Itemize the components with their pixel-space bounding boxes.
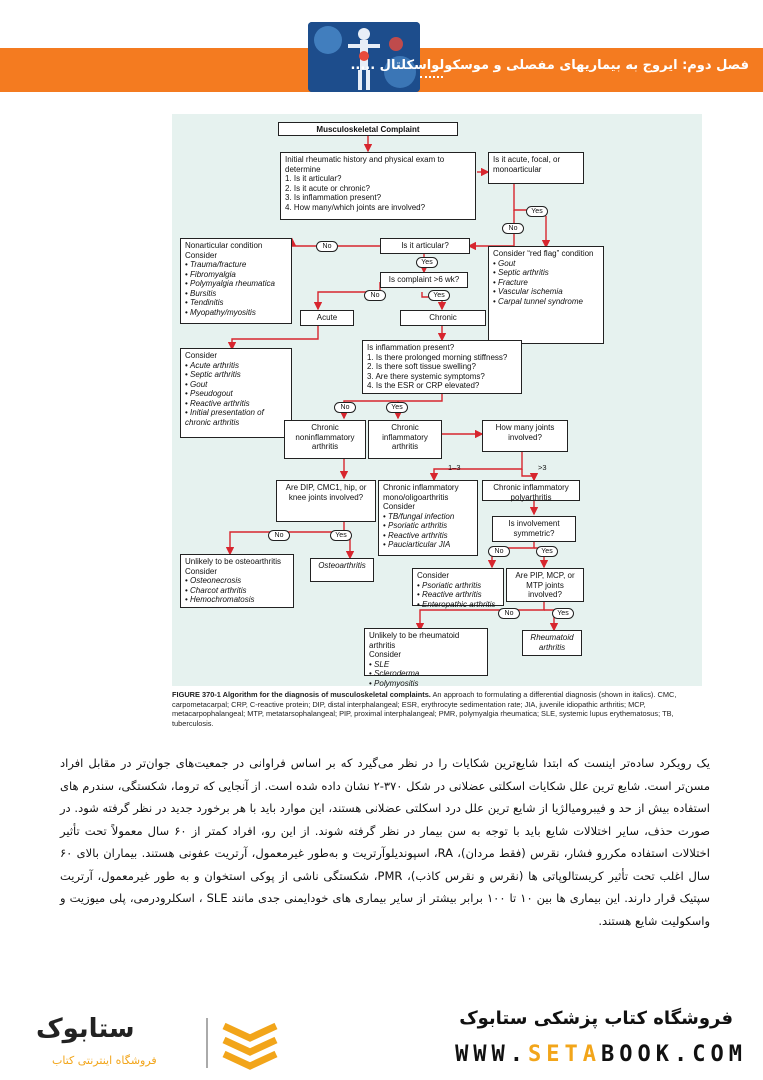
red-flag-box <box>488 246 604 344</box>
header-dotted-rule <box>420 76 443 78</box>
diagnosis-item: • Charcot arthritis <box>185 586 289 596</box>
setabook-logo <box>36 1014 286 1076</box>
caption-title: FIGURE 370-1 Algorithm for the diagnosis of musculoskeletal complaints. <box>172 690 431 699</box>
rheumatoid-box <box>522 630 582 656</box>
page-header <box>0 0 763 92</box>
complaint-6wk-box: Is complaint >6 wk? <box>380 272 468 288</box>
diagnosis-item: • Vascular ischemia <box>493 287 599 297</box>
unlikely-oa-consider: Consider <box>185 566 218 576</box>
mono-oligo-box <box>378 480 478 556</box>
diagnosis-item: • Tendinitis <box>185 298 287 308</box>
range-high-label: >3 <box>538 463 547 472</box>
acute-consider-box <box>180 348 292 438</box>
logo-subtitle: فروشگاه اینترنتی کتاب <box>52 1054 157 1067</box>
body-paragraph: یک رویکرد ساده‌تر اینست که ابتدا شایع‌ترین شکایات را در نظر می‌گیرد که بر اساس فراوانی در جمعیت‌های جوان‌تر در مقابل افراد مسن‌تر است. شایع ترین علل شکایات اسکلتی عضلانی در شکل ۳۷۰-۲ نشان داده شده است. از آنجایی که تروما، شکستگی، سندرم های استفاده بیش از حد و فیبرومیالژیا از شایع ترین علل درد اسکلتی عضلانی هستند، این موارد باید با هر برخورد جدید در نظر گرفته شود. در صورت حذف، سایر اختلالات شایع باید با توجه به سن بیمار در نظر گرفته شوند. از این رو، افراد کمتر از ۶۰ سال معمولاً تحت تأثیر اختلالات استفاده مکررو فشار، نقرس (فقط مردان)، RA، اسپوندیلوآرتریت و به‌طور غیرمعمول، آرتریت عفونی هستند. بیماران بالای ۶۰ سال اغلب تحت تأثیر کریستالوپاتی ها (نقرس و نقرس کاذب)، PMR، شکستگی ناشی از پوکی استخوان و به طور غیرمعمول، آرتریت سپتیک قرار دارند. این بیماری ها بین ۱۰ تا ۱۰۰ برابر بیشتر از سایر بیماری های خودایمنی جدی مانند SLE ، اسکلرودرمی، پلی میوزیت و واسکولیت شایع هستند. <box>60 756 711 928</box>
yes-pill: Yes <box>552 608 574 619</box>
diagnosis-item: • Acute arthritis <box>185 361 287 371</box>
no-pill: No <box>502 223 524 234</box>
diagnosis-item: • Bursitis <box>185 289 287 299</box>
unlikely-oa-title: Unlikely to be osteoarthritis <box>185 557 282 566</box>
url-part: WWW. <box>455 1042 529 1067</box>
diagnosis-item: • Psoriatic arthritis <box>417 581 499 591</box>
diagnosis-item: • SLE <box>369 660 483 670</box>
dip-question-box: Are DIP, CMC1, hip, or knee joints involved? <box>276 480 376 522</box>
diagnosis-item: • Reactive arthritis <box>383 531 473 541</box>
initial-history-box <box>280 152 476 220</box>
diagnosis-item: • TB/fungal infection <box>383 512 473 522</box>
chronic-inflammatory-box: Chronic inflammatory arthritis <box>368 420 442 459</box>
no-pill: No <box>316 241 338 252</box>
diagnosis-item: • Initial presentation of chronic arthritis <box>185 408 287 427</box>
diagnosis-item: • Pseudogout <box>185 389 287 399</box>
inflammation-title: Is inflammation present? <box>367 343 455 352</box>
inflammation-box <box>362 340 522 394</box>
pip-question-box: Are PIP, MCP, or MTP joints involved? <box>506 568 584 602</box>
diagnosis-item: • Carpal tunnel syndrome <box>493 297 599 307</box>
inflammation-item: 1. Is there prolonged morning stiffness? <box>367 352 508 362</box>
osteoarthritis-label: Osteoarthritis <box>318 561 366 570</box>
red-flag-title: Consider “red flag” condition <box>493 249 594 258</box>
yes-pill: Yes <box>526 206 548 217</box>
diagnosis-item: • Osteonecrosis <box>185 576 289 586</box>
yes-pill: Yes <box>416 257 438 268</box>
acute-consider-label: Consider <box>185 351 218 360</box>
unlikely-ra-title: Unlikely to be rheumatoid arthritis <box>369 631 460 650</box>
diagnosis-item: • Scleroderma <box>369 669 483 679</box>
yes-pill: Yes <box>428 290 450 301</box>
range-low-label: 1–3 <box>448 463 461 472</box>
flowchart-figure <box>172 114 702 686</box>
osteoarthritis-box <box>310 558 374 582</box>
initial-item: 4. How many/which joints are involved? <box>285 202 426 212</box>
diagnosis-item: • Gout <box>185 380 287 390</box>
chronic-noninflammatory-box: Chronic noninflammatory arthritis <box>284 420 366 459</box>
logo-divider <box>206 1018 208 1068</box>
how-many-joints-box: How many joints involved? <box>482 420 568 452</box>
inflammation-item: 2. Is there soft tissue swelling? <box>367 362 476 371</box>
yes-pill: Yes <box>330 530 352 541</box>
unlikely-oa-box <box>180 554 294 608</box>
chronic-box: Chronic <box>400 310 486 326</box>
yes-pill: Yes <box>386 402 408 413</box>
no-pill: No <box>268 530 290 541</box>
symmetric-box: Is involvement symmetric? <box>492 516 576 542</box>
page-footer <box>0 994 763 1080</box>
diagnosis-item: • Septic arthritis <box>185 370 287 380</box>
acute-box: Acute <box>300 310 354 326</box>
psoriatic-consider-box <box>412 568 504 609</box>
nonarticular-box <box>180 238 292 324</box>
figure-caption <box>172 690 704 728</box>
caption-text: An approach to formulating a differential diagnosis (shown in italics). CMC, carpometacarpal; CRP, C-reactive protein; DIP, distal interphalangeal; ESR, erythrocyte sedimentation rate; JIA, juvenile idiopathic arthritis; MCP, metacarpophalangeal; MTP, metatarsophalangeal; PIP, proximal interphalangeal; PMR, polymyalgia rheumatica; SLE, systemic lupus erythematosus; TB, tuberculosis. <box>172 690 677 728</box>
diagnosis-item: • Reactive arthritis <box>185 399 287 409</box>
no-pill: No <box>498 608 520 619</box>
mono-consider: Consider <box>383 502 416 511</box>
musculoskeletal-complaint-box: Musculoskeletal Complaint <box>278 122 458 136</box>
diagnosis-item: • Hemochromatosis <box>185 595 289 605</box>
is-articular-box: Is it articular? <box>380 238 470 254</box>
diagnosis-item: • Enteropathic arthritis <box>417 600 499 610</box>
initial-history-title: Initial rheumatic history and physical exam to determine <box>285 155 445 174</box>
nonarticular-title: Nonarticular condition <box>185 241 263 250</box>
acute-focal-box: Is it acute, focal, or monoarticular <box>488 152 584 184</box>
chapter-title: فصل دوم: ایروج به بیماریهای مفصلی و موسکولواسکلتال ..... <box>350 58 749 73</box>
url-part: .COM <box>674 1042 747 1067</box>
mono-title: Chronic inflammatory mono/oligoarthritis <box>383 483 459 502</box>
store-name: فروشگاه کتاب پزشکی ستابوک <box>459 1008 733 1029</box>
rheumatoid-label: Rheumatoid arthritis <box>530 633 574 652</box>
logo-wordmark: ستابوک <box>36 1014 135 1044</box>
diagnosis-item: • Fracture <box>493 278 599 288</box>
no-pill: No <box>364 290 386 301</box>
diagnosis-item: • Psoriatic arthritis <box>383 521 473 531</box>
diagnosis-item: • Myopathy/myositis <box>185 308 287 318</box>
inflammation-item: 4. Is the ESR or CRP elevated? <box>367 381 480 390</box>
diagnosis-item: • Pauciarticular JIA <box>383 540 473 550</box>
store-url[interactable] <box>455 1042 747 1067</box>
url-part: BOOK <box>601 1042 675 1067</box>
polyarthritis-box: Chronic inflammatory polyarthritis <box>482 480 580 501</box>
book-stack-icon <box>220 1016 280 1072</box>
initial-item: 3. Is inflammation present? <box>285 193 382 202</box>
psa-consider: Consider <box>417 571 450 580</box>
url-part-accent: SETA <box>528 1042 602 1067</box>
diagnosis-item: • Gout <box>493 259 599 269</box>
header-skeleton-image <box>308 22 420 92</box>
diagnosis-item: • Reactive arthritis <box>417 590 499 600</box>
initial-item: 1. Is it articular? <box>285 174 342 183</box>
initial-item: 2. Is it acute or chronic? <box>285 183 370 193</box>
yes-pill: Yes <box>536 546 558 557</box>
unlikely-ra-consider: Consider <box>369 650 402 659</box>
no-pill: No <box>334 402 356 413</box>
diagnosis-item: • Polymyalgia rheumatica <box>185 279 287 289</box>
diagnosis-item: • Trauma/fracture <box>185 260 287 270</box>
diagnosis-item: • Septic arthritis <box>493 268 599 278</box>
diagnosis-item: • Fibromyalgia <box>185 270 287 280</box>
nonarticular-consider: Consider <box>185 250 218 260</box>
inflammation-item: 3. Are there systemic symptoms? <box>367 371 485 381</box>
diagnosis-item: • Polymyositis <box>369 679 483 689</box>
unlikely-ra-box <box>364 628 488 688</box>
no-pill: No <box>488 546 510 557</box>
